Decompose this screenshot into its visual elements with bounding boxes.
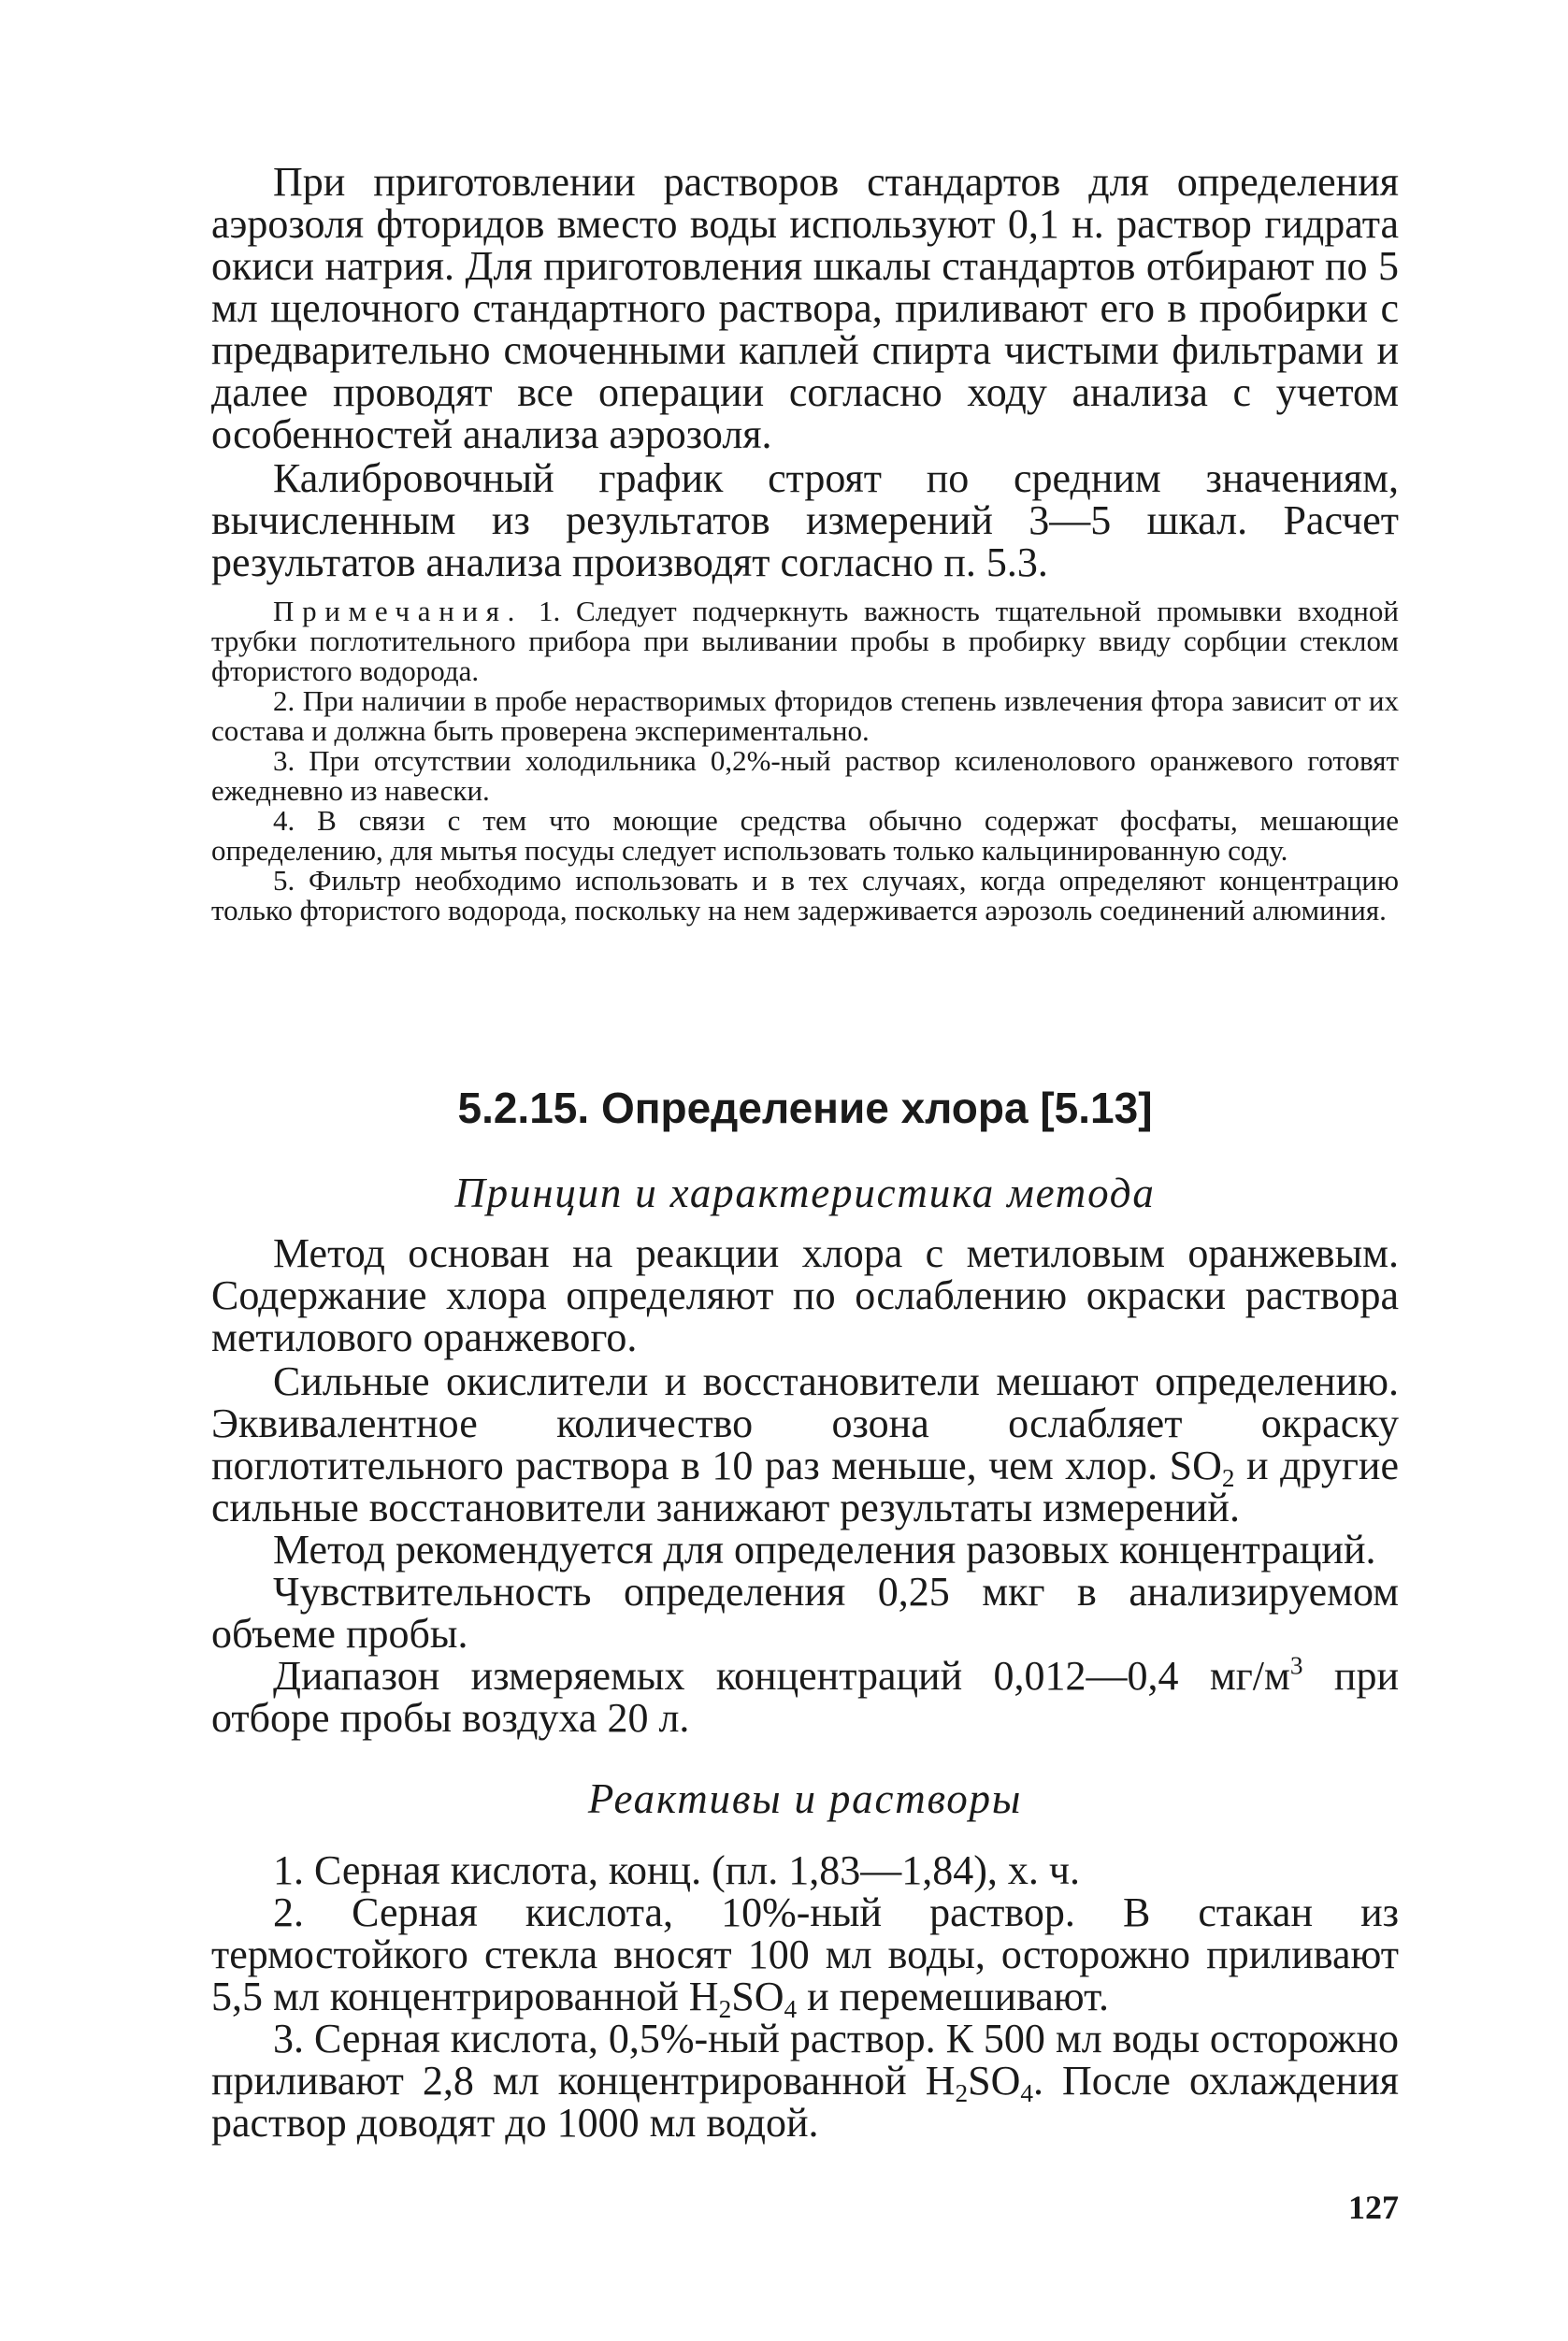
method-paragraph-3: Метод рекомендуется для определения разовых концентраций.	[273, 1527, 1376, 1573]
section-title: 5.2.15. Определение хлора [5.13]	[457, 1084, 1153, 1132]
reagent-2-start: 2. Серная кислота, 10%-ный раствор. В стакан из термостойкого стекла вносят 100 мл воды, осторожно приливают 5,5 мл концентрированной H	[211, 1889, 1399, 2019]
method-paragraph-5-start: Диапазон измеряемых концентраций 0,012—0,4 мг/м	[273, 1653, 1290, 1699]
method-paragraph-2-end: и другие сильные восстановители занижают результаты измерений.	[211, 1443, 1399, 1530]
method-block	[211, 1232, 1399, 1739]
note-5: 5. Фильтр необходимо использовать и в тех случаях, когда определяют концентрацию только фтористого водорода, поскольку на нем задерживается аэрозоль соединений алюминия.	[211, 864, 1399, 926]
reagents-block	[211, 1849, 1399, 2144]
so2-subscript: 2	[1221, 1464, 1235, 1493]
reagent-3-start: 3. Серная кислота, 0,5%-ный раствор. К 500 мл воды осторожно приливают 2,8 мл концентрированной H	[211, 2016, 1400, 2104]
so-text: SO	[968, 2058, 1021, 2104]
note-1-text: 1. Следует подчеркнуть важность тщательной промывки входной трубки поглотительного прибора при выливании пробы в пробирку ввиду сорбции стеклом фтористого водорода.	[211, 595, 1399, 687]
intro-paragraph-1: При приготовлении растворов стандартов для определения аэрозоля фторидов вместо воды используют 0,1 н. раствор гидрата окиси натрия. Для приготовления шкалы стандартов отбирают по 5 мл щелочного стандартного раствора, приливают его в пробирки с предварительно смоченными каплей спирта чистыми фильтрами и далее проводят все операции согласно ходу анализа с учетом особенностей анализа аэрозоля.	[211, 159, 1399, 457]
method-paragraph-5	[211, 1651, 1399, 1741]
note-1	[211, 596, 1399, 686]
so-text: SO	[731, 1974, 784, 2019]
h2-subscript: 2	[718, 1995, 732, 2024]
method-paragraph-2	[211, 1360, 1399, 1529]
intro-block	[211, 161, 1399, 583]
section-heading-block	[211, 1083, 1399, 1217]
reagent-1: 1. Серная кислота, конц. (пл. 1,83—1,84), х. ч.	[273, 1847, 1081, 1893]
method-paragraph-5-end: при отборе пробы воздуха 20 л.	[211, 1653, 1399, 1741]
page-number: 127	[1348, 2189, 1399, 2226]
method-paragraph-1: Метод основан на реакции хлора с метиловым оранжевым. Содержание хлора определяют по ослаблению окраски раствора метилового оранжевого.	[211, 1230, 1399, 1360]
reagent-2	[211, 1889, 1399, 2024]
intro-paragraph-2: Калибровочный график строят по средним значениям, вычисленным из результатов измерений 3—5 шкал. Расчет результатов анализа производят согласно п. 5.3.	[211, 455, 1399, 585]
m3-superscript: 3	[1289, 1651, 1303, 1680]
notes-block	[211, 596, 1399, 926]
o4-subscript: 4	[784, 1995, 798, 2024]
note-2: 2. При наличии в пробе нерастворимых фторидов степень извлечения фтора зависит от их состава и должна быть проверена экспериментально.	[211, 684, 1399, 747]
notes-label: Примечания.	[273, 595, 524, 627]
h2-subscript: 2	[955, 2079, 969, 2108]
method-paragraph-2-start: Сильные окислители и восстановители мешают определению. Эквивалентное количество озона ослабляет окраску поглотительного раствора в 10 раз меньше, чем хлор. SO	[211, 1358, 1399, 1488]
reagents-heading-block	[211, 1774, 1399, 1823]
note-3: 3. При отсутствии холодильника 0,2%-ный раствор ксиленолового оранжевого готовят ежедневно из навески.	[211, 744, 1399, 807]
reagent-3	[211, 2018, 1399, 2144]
method-paragraph-4: Чувствительность определения 0,25 мкг в анализируемом объеме пробы.	[211, 1569, 1399, 1657]
o4-subscript: 4	[1020, 2079, 1034, 2108]
method-subtitle: Принцип и характеристика метода	[454, 1170, 1156, 1216]
reagents-subtitle: Реактивы и растворы	[587, 1775, 1023, 1822]
reagent-2-end: и перемешивают.	[797, 1974, 1109, 2019]
note-4: 4. В связи с тем что моющие средства обычно содержат фосфаты, мешающие определению, для мытья посуды следует использовать только кальцинированную соду.	[211, 804, 1399, 867]
reagent-3-end: . После охлаждения раствор доводят до 1000 мл водой.	[211, 2058, 1399, 2146]
